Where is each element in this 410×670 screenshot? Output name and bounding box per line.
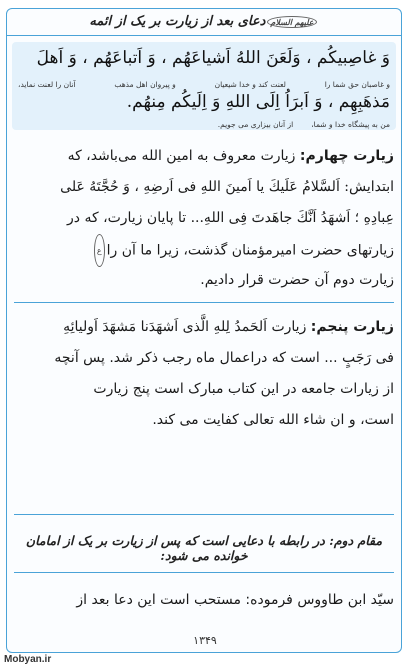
header-title: دعای بعد از زیارت بر یک از ائمه [89, 14, 266, 29]
arabic-text-block [12, 42, 396, 130]
arabic-line-2: مَذهَبِهِم ، وَ اَبرَاُ اِلَی اللهِ وَ اِلَیکُم مِنهُم. [126, 92, 390, 112]
paragraph-text: زیارت اَلحَمدُ لِلهِ الَّذی اَشهَدَنا مَشهَدَ اَولیائِهِ [63, 319, 311, 335]
paragraph-text: عِبادِهِ ؛ اَشهَدُ اَنَّكَ جاهَدتَ فِی اللهِ... تا پایان زیارت، که در [67, 210, 394, 226]
salawat-seal: علیهم السلام [267, 16, 316, 28]
paragraph-ziyarat-4 [16, 141, 394, 296]
site-brand: Mobyan.ir [4, 654, 52, 665]
paragraph-text: سیّد ابن طاووس فرموده: مستحب است این دعا بعد از [76, 592, 394, 608]
translation-segment: آنان را لعنت نماید، [18, 80, 76, 89]
paragraph-lead: زیارت پنجم: [310, 319, 394, 335]
translation-row-1 [18, 80, 390, 89]
page-number: ۱۳۴۹ [193, 634, 217, 647]
paragraph-text-line [16, 234, 394, 265]
translation-segment: لعنت کند و خدا شیعیان [214, 80, 286, 89]
translation-row-2 [18, 120, 390, 129]
paragraph-text: فی رَجَبٍ ... است که دراعمال ماه رجب ذکر شد. پس آنچه [54, 350, 394, 366]
arabic-line-1: وَ غاصِبیکُم ، وَلَعَنَ اللهُ اَشیاعَهُم ، وَ اَتباعَهُم ، وَ اَهلَ [36, 48, 390, 68]
paragraph-text: زیارتهای حضرت امیرمؤمنان گذشت، زیرا ما آن را [106, 242, 394, 259]
paragraph-text: زیارت دوم آن حضرت قرار دادیم. [200, 272, 394, 288]
translation-segment: از آنان بیزاری می جویم. [217, 120, 294, 129]
paragraph-ziyarat-5 [16, 312, 394, 436]
paragraph-text: است، و ان شاء الله تعالی کفایت می کند. [152, 412, 394, 428]
paragraph-text: زیارت معروف به امین الله می‌باشد، که [67, 148, 300, 164]
section-subtitle: مقام دوم: در رابطه با دعایی است که پس از زیارت بر یک از امامان خوانده می شود: [25, 533, 383, 563]
translation-segment: و پیروان اهل مذهب [114, 80, 176, 89]
section-divider [14, 302, 394, 303]
salawat-seal: ع [94, 234, 105, 267]
paragraph-text: از زیارات جامعه در این کتاب مبارک است پنج زیارت [93, 381, 394, 397]
translation-segment: من به پیشگاه خدا و شما، [311, 120, 390, 129]
translation-segment: و غاصبان حق شما را [324, 80, 390, 89]
paragraph-lead: زیارت چهارم: [299, 148, 394, 164]
section-divider [14, 572, 394, 573]
section-divider [14, 514, 394, 515]
paragraph-text: ابتدایش: اَلسَّلامُ عَلَیكَ یا اَمینَ اللهِ فی اَرضِهِ ، وَ حُجَّتَهُ عَلی [60, 179, 394, 195]
paragraph-ibn-tawus [16, 585, 394, 616]
page-header [6, 8, 402, 36]
